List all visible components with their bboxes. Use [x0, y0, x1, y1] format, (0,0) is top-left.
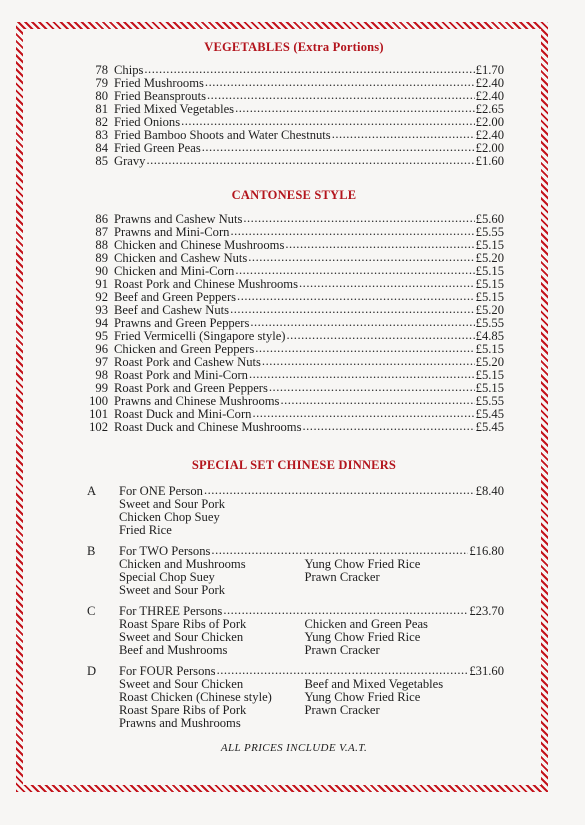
leader-dots: [249, 368, 475, 381]
item-name: Gravy: [114, 154, 146, 168]
item-price: £5.15: [475, 264, 504, 278]
item-name: Prawns and Green Peppers: [114, 316, 250, 330]
dish: Yung Chow Fried Rice: [304, 630, 421, 644]
vegetables-list: [84, 64, 504, 168]
leader-dots: [235, 264, 474, 277]
leader-dots: [144, 63, 474, 76]
leader-dots: [207, 89, 475, 102]
leader-dots: [211, 544, 468, 557]
item-name: Chips: [114, 63, 144, 77]
set-dishes: [84, 498, 504, 537]
leader-dots: [287, 329, 475, 342]
item-price: £5.45: [475, 420, 504, 434]
dish: Chicken Chop Suey: [119, 510, 220, 524]
menu-item: [84, 421, 504, 434]
leader-dots: [262, 355, 475, 368]
set-dishes: [84, 618, 504, 657]
item-name: Roast Pork and Green Peppers: [114, 381, 268, 395]
set-dinner: [84, 485, 504, 537]
leader-dots: [243, 212, 474, 225]
item-number: 90: [95, 264, 108, 278]
item-price: £5.55: [475, 394, 504, 408]
vegetables-heading: VEGETABLES (Extra Portions): [204, 40, 384, 54]
item-number: 100: [89, 394, 108, 408]
set-dinner: [84, 545, 504, 597]
dish: Roast Chicken (Chinese style): [119, 690, 272, 704]
item-price: £5.20: [475, 303, 504, 317]
set-dinner: [84, 605, 504, 657]
item-name: Fried Vermicelli (Singapore style): [114, 329, 286, 343]
dish: Prawn Cracker: [304, 643, 380, 657]
item-number: 83: [95, 128, 108, 142]
item-price: £5.20: [475, 251, 504, 265]
item-number: 93: [95, 303, 108, 317]
item-name: Prawns and Cashew Nuts: [114, 212, 243, 226]
dish: Roast Spare Ribs of Pork: [119, 703, 247, 717]
item-price: £5.15: [475, 290, 504, 304]
item-name: Chicken and Green Peppers: [114, 342, 255, 356]
item-name: Beef and Green Peppers: [114, 290, 237, 304]
item-number: 99: [95, 381, 108, 395]
item-price: £2.00: [475, 141, 504, 155]
set-label: For THREE Persons: [119, 604, 223, 618]
item-number: 86: [95, 212, 108, 226]
item-name: Prawns and Mini-Corn: [114, 225, 230, 239]
dish-column: [305, 678, 504, 730]
item-number: 82: [95, 115, 108, 129]
leader-dots: [223, 604, 468, 617]
item-name: Roast Duck and Mini-Corn: [114, 407, 252, 421]
item-number: 89: [95, 251, 108, 265]
leader-dots: [252, 407, 474, 420]
leader-dots: [202, 141, 475, 154]
item-name: Fried Onions: [114, 115, 181, 129]
dish: Prawn Cracker: [304, 703, 380, 717]
leader-dots: [181, 115, 475, 128]
item-price: £5.15: [475, 368, 504, 382]
item-name: Roast Pork and Chinese Mushrooms: [114, 277, 299, 291]
item-name: Fried Mixed Vegetables: [114, 102, 235, 116]
dish-column: [305, 618, 504, 657]
leader-dots: [280, 394, 474, 407]
item-price: £5.55: [475, 225, 504, 239]
item-number: 94: [95, 316, 108, 330]
dish: Chicken and Mushrooms: [119, 557, 246, 571]
dish: Yung Chow Fried Rice: [304, 690, 421, 704]
item-price: £5.15: [475, 238, 504, 252]
set-dinners-heading: SPECIAL SET CHINESE DINNERS: [191, 458, 397, 472]
set-dishes: [84, 558, 504, 597]
leader-dots: [285, 238, 474, 251]
set-label: For TWO Persons: [119, 544, 211, 558]
item-price: £2.40: [475, 89, 504, 103]
item-number: 88: [95, 238, 108, 252]
leader-dots: [204, 484, 475, 497]
set-price: £16.80: [469, 544, 504, 558]
set-dinner: [84, 665, 504, 730]
item-price: £1.70: [475, 63, 504, 77]
dish-column: [119, 618, 305, 657]
menu-item: [84, 155, 504, 168]
item-price: £5.60: [475, 212, 504, 226]
item-price: £2.40: [475, 76, 504, 90]
item-number: 79: [95, 76, 108, 90]
item-price: £5.15: [475, 381, 504, 395]
item-name: Roast Pork and Mini-Corn: [114, 368, 248, 382]
item-price: £4.85: [475, 329, 504, 343]
item-name: Chicken and Chinese Mushrooms: [114, 238, 285, 252]
set-letter: A: [87, 484, 97, 498]
leader-dots: [237, 290, 475, 303]
item-number: 91: [95, 277, 108, 291]
item-price: £5.55: [475, 316, 504, 330]
item-name: Roast Duck and Chinese Mushrooms: [114, 420, 302, 434]
dish: Sweet and Sour Pork: [119, 497, 225, 511]
leader-dots: [248, 251, 474, 264]
dish-column: [305, 498, 504, 537]
item-price: £5.15: [475, 342, 504, 356]
cantonese-list: [84, 213, 504, 434]
dish: Beef and Mushrooms: [119, 643, 228, 657]
item-number: 101: [89, 407, 108, 421]
item-price: £1.60: [475, 154, 504, 168]
set-price: £8.40: [475, 484, 504, 498]
item-name: Roast Pork and Cashew Nuts: [114, 355, 261, 369]
leader-dots: [205, 76, 475, 89]
set-letter: B: [87, 544, 96, 558]
dish-column: [119, 498, 305, 537]
item-number: 96: [95, 342, 108, 356]
item-price: £2.00: [475, 115, 504, 129]
item-name: Fried Beansprouts: [114, 89, 206, 103]
dish: Sweet and Sour Pork: [119, 583, 225, 597]
leader-dots: [250, 316, 474, 329]
item-number: 87: [95, 225, 108, 239]
item-price: £5.45: [475, 407, 504, 421]
dish: Yung Chow Fried Rice: [304, 557, 421, 571]
dish-column: [305, 558, 504, 597]
leader-dots: [230, 225, 474, 238]
item-number: 78: [95, 63, 108, 77]
leader-dots: [235, 102, 475, 115]
item-number: 95: [95, 329, 108, 343]
dish: Fried Rice: [119, 523, 172, 537]
leader-dots: [146, 154, 474, 167]
item-price: £2.65: [475, 102, 504, 116]
dish: Prawns and Mushrooms: [119, 716, 241, 730]
menu-content: [84, 40, 504, 755]
set-label: For FOUR Persons: [119, 664, 216, 678]
set-label: For ONE Person: [119, 484, 203, 498]
leader-dots: [303, 420, 475, 433]
leader-dots: [269, 381, 475, 394]
item-name: Fried Green Peas: [114, 141, 201, 155]
leader-dots: [230, 303, 475, 316]
dish: Roast Spare Ribs of Pork: [119, 617, 247, 631]
item-name: Fried Mushrooms: [114, 76, 204, 90]
item-number: 97: [95, 355, 108, 369]
set-letter: C: [87, 604, 96, 618]
item-price: £2.40: [475, 128, 504, 142]
dish: Sweet and Sour Chicken: [119, 630, 244, 644]
item-name: Chicken and Cashew Nuts: [114, 251, 248, 265]
item-number: 85: [95, 154, 108, 168]
leader-dots: [299, 277, 475, 290]
leader-dots: [255, 342, 474, 355]
item-number: 80: [95, 89, 108, 103]
leader-dots: [217, 664, 469, 677]
dish-column: [119, 678, 305, 730]
item-number: 81: [95, 102, 108, 116]
item-number: 102: [89, 420, 108, 434]
item-number: 92: [95, 290, 108, 304]
item-name: Fried Bamboo Shoots and Water Chestnuts: [114, 128, 331, 142]
cantonese-heading: CANTONESE STYLE: [231, 188, 357, 202]
dish: Prawn Cracker: [304, 570, 380, 584]
dish: Sweet and Sour Chicken: [119, 677, 244, 691]
item-name: Chicken and Mini-Corn: [114, 264, 235, 278]
item-name: Prawns and Chinese Mushrooms: [114, 394, 280, 408]
vat-note: ALL PRICES INCLUDE V.A.T.: [220, 742, 368, 754]
item-price: £5.15: [475, 277, 504, 291]
dish: Chicken and Green Peas: [304, 617, 428, 631]
item-number: 98: [95, 368, 108, 382]
set-letter: D: [87, 664, 97, 678]
dish: Beef and Mixed Vegetables: [304, 677, 444, 691]
set-price: £31.60: [469, 664, 504, 678]
dish-column: [119, 558, 305, 597]
item-number: 84: [95, 141, 108, 155]
set-dishes: [84, 678, 504, 730]
leader-dots: [332, 128, 475, 141]
dish: Special Chop Suey: [119, 570, 215, 584]
set-price: £23.70: [469, 604, 504, 618]
item-price: £5.20: [475, 355, 504, 369]
item-name: Beef and Cashew Nuts: [114, 303, 230, 317]
set-dinners-list: [84, 485, 504, 730]
